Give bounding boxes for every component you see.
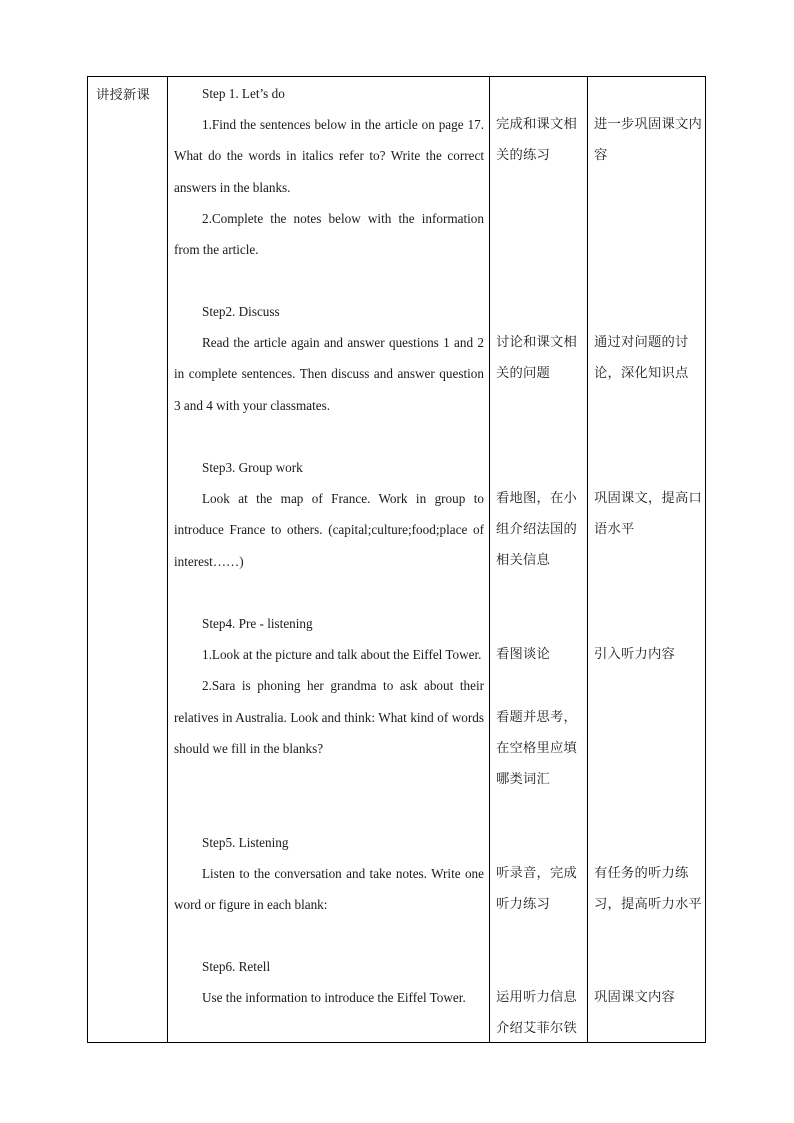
step-2-student-activity: 讨论和课文相关的问题 xyxy=(496,335,577,382)
step-5-title: Step5. Listening xyxy=(202,835,289,850)
column-divider xyxy=(489,77,490,1042)
column-divider xyxy=(587,77,588,1042)
step-5-student-activity: 听录音，完成听力练习 xyxy=(496,866,577,913)
step-2-title: Step2. Discuss xyxy=(202,304,280,319)
step-5-paragraph-1: Listen to the conversation and take notes. Write one word or figure in each blank: xyxy=(174,866,484,913)
step-6-student-activity: 运用听力信息介绍艾菲尔铁 xyxy=(496,990,577,1037)
step-4-paragraph-2: 2.Sara is phoning her grandma to ask about their relatives in Australia. Look and think: What kind of words should we fill in the blanks? xyxy=(174,678,484,756)
step-4-purpose: 引入听力内容 xyxy=(594,647,675,662)
step-5-block xyxy=(174,827,484,921)
step-4-block xyxy=(174,608,484,764)
section-label: 讲授新课 xyxy=(96,88,150,103)
step-3-purpose: 巩固课文，提高口语水平 xyxy=(594,491,702,538)
step-3-block xyxy=(174,452,484,577)
step-1-purpose: 进一步巩固课文内容 xyxy=(594,117,702,164)
step-6-block xyxy=(174,951,484,1013)
step-6-title: Step6. Retell xyxy=(202,959,271,974)
step-2-paragraph-1: Read the article again and answer questions 1 and 2 in complete sentences. Then discuss and answer question 3 and 4 with your classmates. xyxy=(174,335,484,413)
step-3-paragraph-1: Look at the map of France. Work in group to introduce France to others. (capital;culture;food;place of interest……) xyxy=(174,491,484,569)
step-2-purpose: 通过对问题的讨论，深化知识点 xyxy=(594,335,689,382)
column-divider xyxy=(167,77,168,1042)
step-6-paragraph-1: Use the information to introduce the Eiffel Tower. xyxy=(202,990,466,1006)
step-6-purpose: 巩固课文内容 xyxy=(594,990,675,1005)
step-1-paragraph-1: 1.Find the sentences below in the article on page 17. What do the words in italics refer to? Write the correct answers in the blanks. xyxy=(174,117,484,195)
step-2-block xyxy=(174,296,484,421)
step-3-student-activity: 看地图，在小组介绍法国的相关信息 xyxy=(496,491,577,569)
step-5-purpose: 有任务的听力练习，提高听力水平 xyxy=(594,866,702,913)
step-1-title: Step 1. Let’s do xyxy=(202,86,285,101)
step-1-block xyxy=(174,78,484,265)
step-1-student-activity: 完成和课文相关的练习 xyxy=(496,117,577,164)
step-1-paragraph-2: 2.Complete the notes below with the information from the article. xyxy=(174,210,484,258)
step-4-student-activity: 看图谈论 xyxy=(496,647,550,662)
lesson-plan-table xyxy=(87,76,706,1043)
step-3-title: Step3. Group work xyxy=(202,460,303,475)
step-4-student-activity-2: 看题并思考，在空格里应填哪类词汇 xyxy=(496,710,577,788)
step-4-title: Step4. Pre - listening xyxy=(202,616,313,631)
step-4-paragraph-1: 1.Look at the picture and talk about the Eiffel Tower. xyxy=(202,647,482,663)
